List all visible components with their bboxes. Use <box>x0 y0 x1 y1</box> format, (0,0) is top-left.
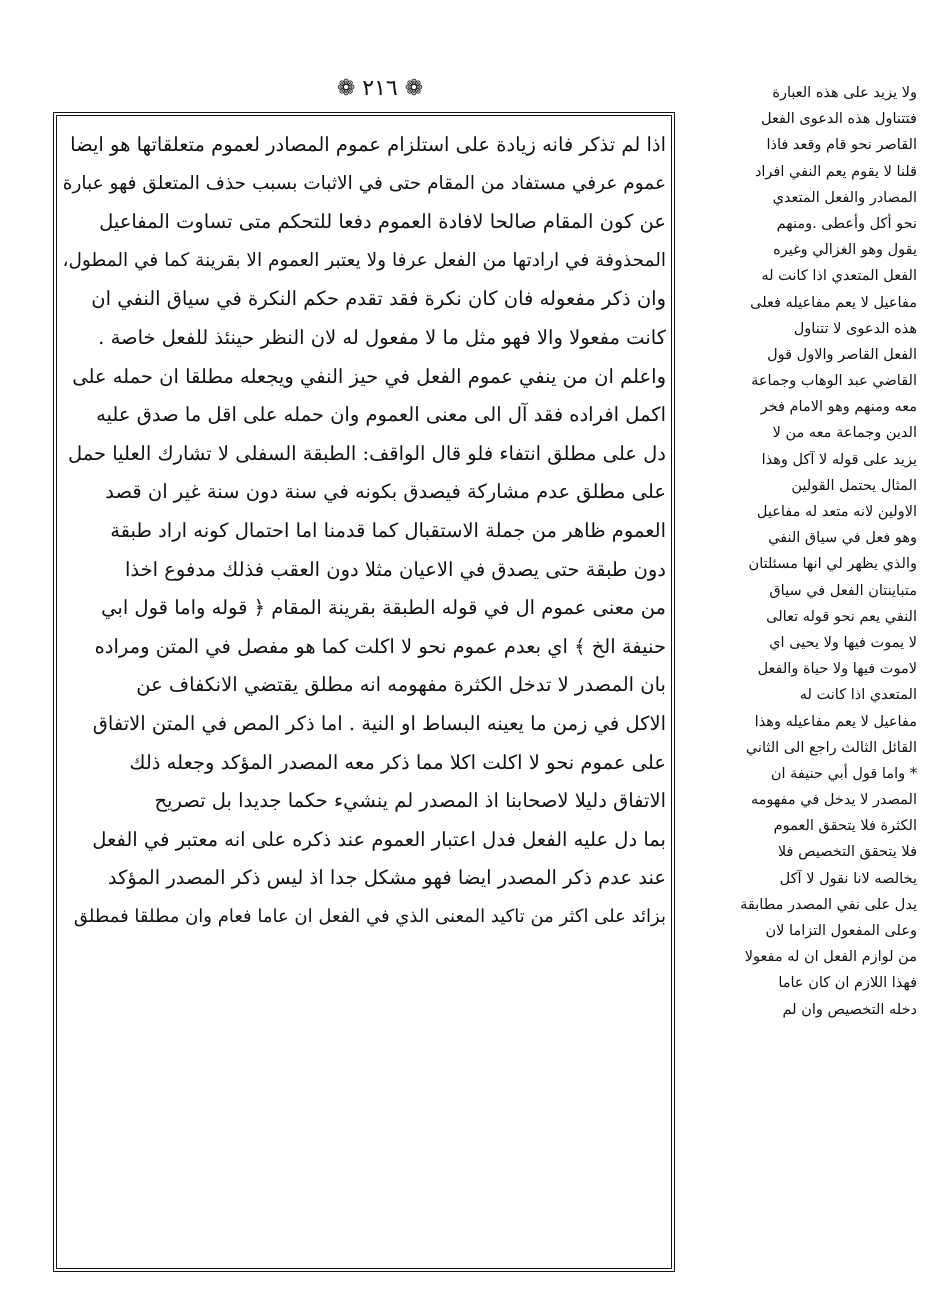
main-text-line: كانت مفعولا والا فهو مثل ما لا مفعول له لان النظر حينئذ للفعل خاصة . <box>98 325 666 349</box>
margin-commentary-line: الاولين لانه متعد له مفاعيل <box>756 504 917 520</box>
margin-commentary-line: يقول وهو الغزالي وغيره <box>773 242 917 259</box>
margin-commentary-line: لا يموت فيها ولا يحيى اي <box>769 634 917 651</box>
main-text-line: الاكل في زمن ما يعينه البساط او النية . اما ذكر المص في المتن الاتفاق <box>92 711 666 735</box>
margin-commentary-line: المصادر والفعل المتعدي <box>772 189 917 206</box>
margin-commentary-line: ولا يزيد على هذه العبارة <box>772 85 917 101</box>
margin-commentary-line: من لوازم الفعل ان له مفعولا <box>744 949 917 966</box>
main-text-line: وان ذكر مفعوله فان كان نكرة فقد تقدم حكم النكرة في سياق النفي ان <box>91 287 666 311</box>
main-text-line: العموم ظاهر من جملة الاستقبال كما قدمنا اما احتمال كونه اراد طبقة <box>110 518 666 542</box>
margin-commentary-line: الكثرة فلا يتحقق العموم <box>773 818 917 835</box>
margin-commentary-line: القاصر نحو قام وقعد فاذا <box>766 137 917 154</box>
margin-commentary-line: متباينتان الفعل في سياق <box>769 582 917 599</box>
main-text-line: بان المصدر لا تدخل الكثرة مفهومه انه مطلق يقتضي الانكفاف عن <box>136 673 666 697</box>
main-text-line: بما دل عليه الفعل فدل اعتبار العموم عند ذكره على انه معتبر في الفعل <box>92 827 666 851</box>
main-text-line: الاتفاق دليلا لاصحابنا اذ المصدر لم ينشيء حكما جديدا بل تصريح <box>154 789 666 813</box>
margin-commentary-line: نحو أكل وأعطى .ومنهم <box>776 215 917 232</box>
margin-commentary-line: دخله التخصيص وان لم <box>782 1001 917 1018</box>
margin-commentary-line: معه ومنهم وهو الامام فخر <box>760 399 917 416</box>
main-text-line: على مطلق عدم مشاركة فيصدق بكونه في سنة دون سنة غير ان قصد <box>105 480 666 504</box>
main-text-line: من معنى عموم ال في قوله الطبقة بقرينة المقام ﴿ قوله واما قول ابي <box>101 596 666 620</box>
margin-commentary-line: وهو فعل في سياق النفي <box>768 530 917 547</box>
margin-commentary-line: فهذا اللازم ان كان عاما <box>778 975 917 992</box>
main-text-line: اذا لم تذكر فانه زيادة على استلزام عموم المصادر لعموم متعلقاتها هو ايضا <box>70 133 666 156</box>
main-text-line: عند عدم ذكر المصدر ايضا فهو مشكل جدا اذ ليس ذكر المصدر المؤكد <box>107 866 666 890</box>
main-text-line: عن كون المقام صالحا لافادة العموم دفعا للتحكم متى تساوت المفاعيل <box>99 210 666 234</box>
margin-commentary-line: مفاعيل لا يعم مفاعيله فعلى <box>750 294 917 311</box>
margin-commentary-line: المتعدي اذا كانت له <box>799 687 917 704</box>
margin-commentary-line: القائل الثالث راجع الى الثاني <box>745 739 917 756</box>
margin-commentary-line: يدل على نفي المصدر مطابقة <box>740 896 917 913</box>
main-text-line: دل على مطلق انتفاء فلو قال الواقف: الطبقة السفلى لا تشارك العليا حمل <box>67 441 666 465</box>
main-text-line: المحذوفة في ارادتها من الفعل عرفا ولا يعتبر العموم الا بقرينة كما في المطول، <box>62 249 666 271</box>
margin-commentary-line: مفاعيل لا يعم مفاعيله وهذا <box>754 713 917 730</box>
margin-commentary-line: المصدر لا يدخل في مفهومه <box>750 792 917 809</box>
main-text-line: دون طبقة حتى يصدق في الاعيان مثلا دون العقب فذلك مدفوع اخذا <box>124 557 666 581</box>
margin-commentary-line: قلنا لا يقوم يعم النفي افراد <box>754 163 917 180</box>
margin-commentary-column <box>680 80 917 1280</box>
page-number: ❁ ٢١٦ ❁ <box>336 76 424 101</box>
margin-commentary-line: القاضي عبد الوهاب وجماعة <box>751 373 917 390</box>
margin-commentary-line: وعلى المفعول التزاما لان <box>765 923 917 939</box>
main-text-line: اكمل افراده فقد آل الى معنى العموم وان حمله على اقل ما صدق عليه <box>96 403 666 427</box>
margin-commentary-line: والذي يظهر لي انها مسئلتان <box>748 556 917 573</box>
margin-commentary-line: المثال يحتمل القولين <box>791 477 917 494</box>
margin-commentary-line: لاموت فيها ولا حياة والفعل <box>757 661 917 678</box>
margin-commentary-line: الفعل القاصر والاول قول <box>767 346 917 363</box>
main-text-line: واعلم ان من ينفي عموم الفعل في حيز النفي ويجعله مطلقا ان حمله على <box>72 364 666 388</box>
main-text-column <box>62 126 666 1266</box>
margin-commentary-line: يزيد على قوله لا آكل وهذا <box>761 451 917 468</box>
margin-commentary-line: النفي يعم نحو قوله تعالى <box>766 608 917 625</box>
main-text-line: عموم عرفي مستفاد من المقام حتى في الاثبات بسبب حذف المتعلق فهو عبارة <box>62 172 666 194</box>
margin-commentary-line: * واما قول أبي حنيفة ان <box>770 765 917 782</box>
margin-commentary-line: الدين وجماعة معه من لا <box>772 425 917 442</box>
margin-commentary-line: يخالصه لانا نقول لا آكل <box>779 870 917 887</box>
main-text-line: على عموم نحو لا اكلت اكلا مما ذكر معه المصدر المؤكد وجعله ذلك <box>129 750 666 774</box>
margin-commentary-line: الفعل المتعدي اذا كانت له <box>761 268 917 285</box>
main-text-line: بزائد على اكثر من تاكيد المعنى الذي في الفعل ان عاما فعام وان مطلقا فمطلق <box>73 905 666 927</box>
margin-commentary-line: هذه الدعوى لا تتناول <box>793 320 917 337</box>
main-text-line: حنيفة الخ ﴾ اي بعدم عموم نحو لا اكلت كما هو مفصل في المتن ومراده <box>94 634 666 658</box>
margin-commentary-line: فتتناول هذه الدعوى الفعل <box>760 111 917 128</box>
margin-commentary-line: فلا يتحقق التخصيص فلا <box>777 844 917 861</box>
